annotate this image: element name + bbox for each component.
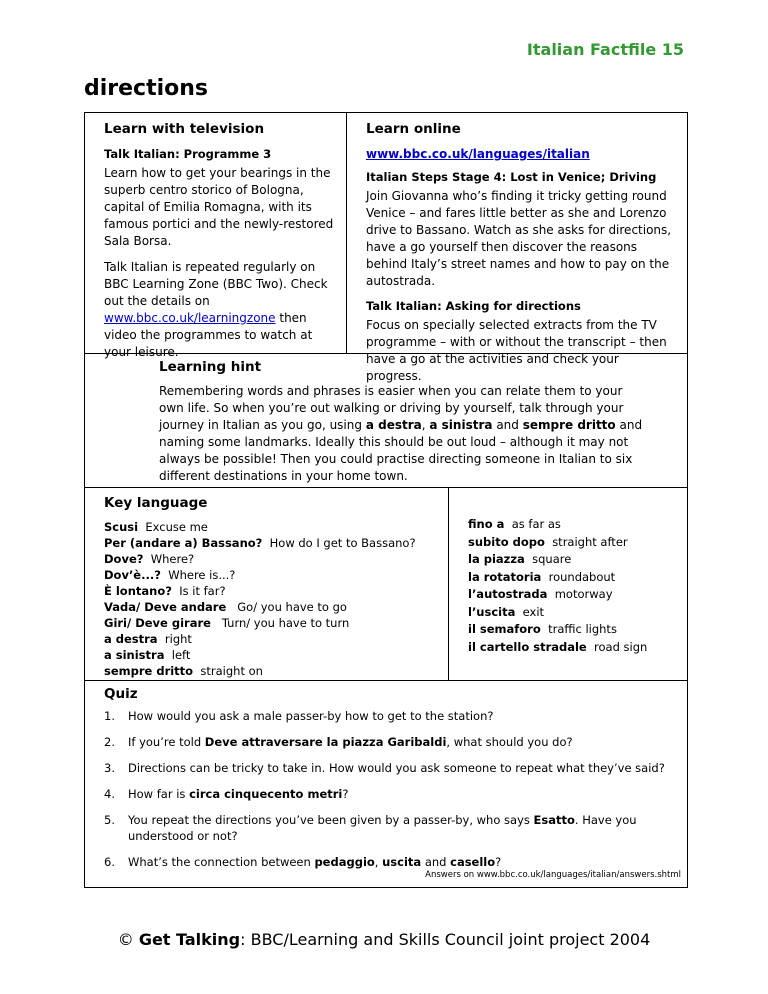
key-language-right — [449, 487, 687, 680]
key-item: subito dopo straight after — [468, 534, 628, 549]
tv-programme-title: Talk Italian: Programme 3 — [104, 147, 272, 161]
learn-tv-column — [85, 113, 347, 359]
key-item: l’uscita exit — [468, 604, 545, 619]
quiz-section — [84, 680, 688, 888]
course1-title: Italian Steps Stage 4: Lost in Venice; Driving — [366, 170, 657, 184]
key-item: a destra right — [104, 632, 192, 646]
learn-tv-heading: Learn with television — [104, 121, 265, 137]
course2-title: Talk Italian: Asking for directions — [366, 299, 581, 313]
page-title: directions — [84, 76, 209, 101]
quiz-question: 4. How far is circa cinquecento metri? — [104, 787, 349, 801]
learn-online-column — [347, 113, 687, 383]
key-item: a sinistra left — [104, 648, 191, 662]
course2-desc: Focus on specially selected extracts from the TV programme – with or without the transcript – then have a go at the activities and check your progress. — [366, 318, 667, 383]
key-language-heading: Key language — [104, 495, 208, 511]
learn-online-heading: Learn online — [366, 121, 461, 137]
quiz-question: 5. You repeat the directions you’ve been given by a passer-by, who says Esatto. Have you understood or not? — [104, 813, 637, 843]
quiz-heading: Quiz — [104, 686, 138, 702]
footer: © Get Talking: BBC/Learning and Skills Council joint project 2004 — [117, 930, 651, 949]
key-item: fino a as far as — [468, 517, 561, 531]
quiz-list — [104, 708, 687, 870]
quiz-question: 2. If you’re told Deve attraversare la piazza Garibaldi, what should you do? — [104, 735, 573, 749]
course1-desc: Join Giovanna who’s finding it tricky getting round Venice – and fares little better as she and Lorenzo drive to Bassano. Watch as she asks for directions, have a go yourself then discover the reasons behind Italy’s street names and how to pay on the autostrada. — [366, 189, 672, 288]
key-item: Dove? Where? — [104, 552, 195, 566]
learning-hint-section — [84, 353, 688, 488]
tv-repeat-text: Talk Italian is repeated regularly on BBC Learning Zone (BBC Two). Check out the details on www.bbc.co.uk/learningzone then video the programmes to watch at your leisure. — [104, 260, 328, 359]
key-item: la rotatoria roundabout — [468, 569, 616, 584]
italian-languages-link[interactable]: www.bbc.co.uk/languages/italian — [366, 147, 590, 161]
key-language-section — [84, 487, 688, 681]
tv-programme-desc: Learn how to get your bearings in the superb centro storico of Bologna, capital of Emilia Romagna, with its famous portici and the newly-restored Sala Borsa. — [104, 166, 334, 248]
answers-note: Answers on www.bbc.co.uk/languages/italian/answers.shtml — [425, 870, 681, 880]
quiz-question: 3. Directions can be tricky to take in. How would you ask someone to repeat what they’ve said? — [104, 761, 665, 775]
key-item: il semaforo traffic lights — [468, 622, 617, 636]
key-item: la piazza square — [468, 552, 572, 566]
copyright-icon: © — [117, 930, 134, 949]
learningzone-link[interactable]: www.bbc.co.uk/learningzone — [104, 311, 276, 325]
key-item: il cartello stradale road sign — [468, 639, 648, 654]
key-item: Per (andare a) Bassano? How do I get to Bassano? — [104, 536, 416, 550]
factfile-title: Italian Factfile 15 — [526, 40, 684, 59]
quiz-question: 1. How would you ask a male passer-by how to get to the station? — [104, 709, 494, 723]
key-item: Vada/ Deve andare Go/ you have to go — [104, 600, 347, 614]
key-language-left — [85, 487, 449, 680]
key-item: sempre dritto straight on — [104, 664, 263, 678]
learning-hint-heading: Learning hint — [159, 359, 262, 375]
key-item: l’autostrada motorway — [468, 587, 613, 601]
key-item: Scusi Excuse me — [104, 520, 208, 534]
learning-hint-text: Remembering words and phrases is easier when you can relate them to your own life. So when you’re out walking or driving by yourself, talk through your journey in Italian as you go, using a destra, a sinistra and sempre dritto and naming some landmarks. Ideally this should be out loud – although it may not always be possible! Then you could practise directing someone in Italian to six different destinations in your home town. — [159, 384, 643, 483]
key-item: Dov’è...? Where is...? — [104, 568, 236, 582]
quiz-question: 6. What’s the connection between pedaggio, uscita and casello? — [104, 855, 502, 869]
key-item: È lontano? Is it far? — [104, 584, 226, 598]
brand-name: Get Talking — [138, 930, 241, 949]
key-item: Giri/ Deve girare Turn/ you have to turn — [104, 616, 350, 630]
